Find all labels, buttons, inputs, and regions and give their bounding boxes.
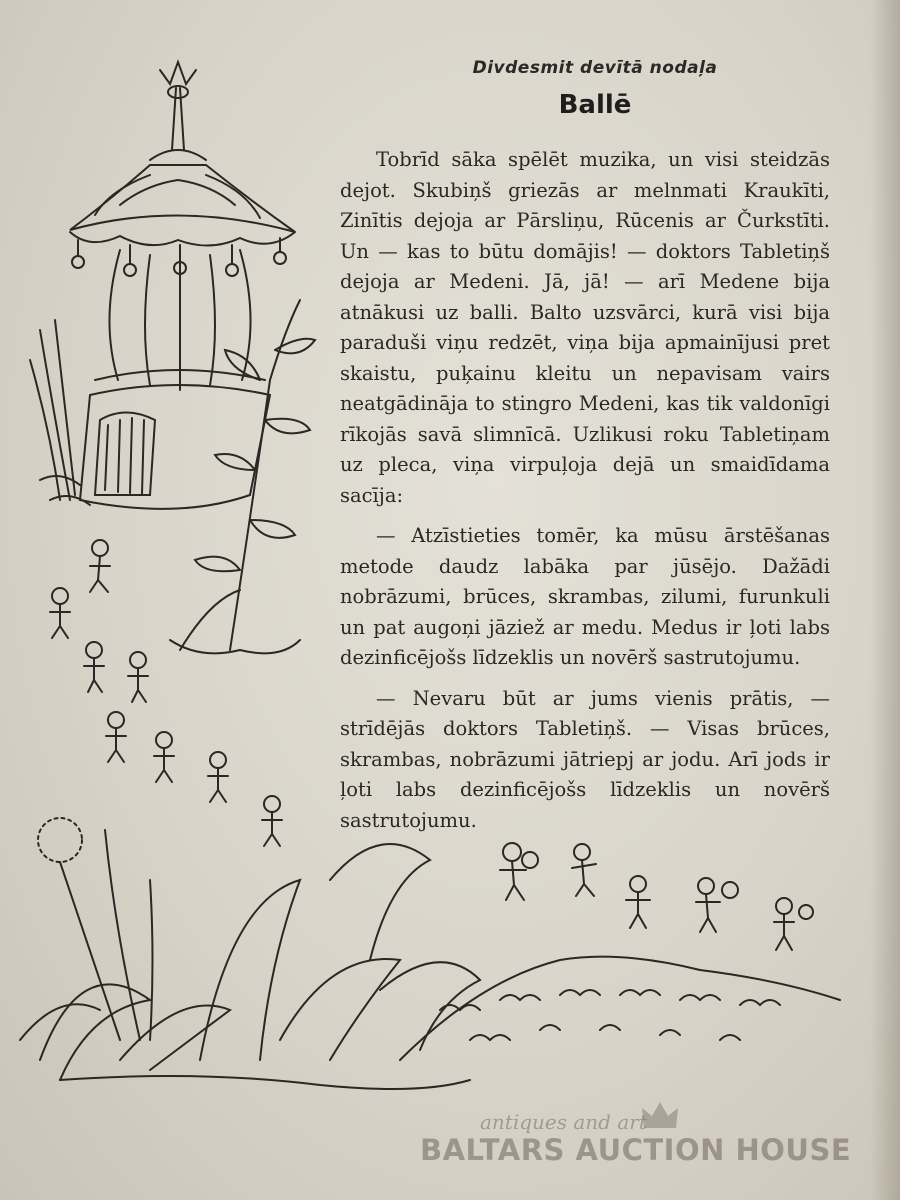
- paragraph: — Nevaru būt ar jums vienis prātis, — strīdējās doktors Tabletiņš. — Visas brūces, skrambas, nobrāzumi jātriepj ar jodu. Arī jods ir ļoti labs dezinficējošs līdzeklis un novērš sastrutojumu.: [340, 686, 830, 832]
- dancing-figures-left: [50, 540, 282, 846]
- watermark-brand: BALTARS AUCTION HOUSE: [420, 1133, 852, 1167]
- dancing-figures-right: [500, 843, 813, 950]
- foliage-drawing: [20, 818, 840, 1089]
- body-text: [340, 145, 830, 846]
- chapter-title: Ballē: [558, 90, 632, 120]
- paragraph: — Atzīstieties tomēr, ka mūsu ārstēšanas metode daudz labāka par jūsējo. Dažādi nobrāzumi, brūces, skrambas, zilumi, furunkuli un pat augoņi jāziež ar medu. Medus ir ļoti labs dezinficējošs līdzeklis un novērš sastrutojumu.: [340, 524, 830, 669]
- vine-drawing: [170, 300, 315, 653]
- watermark-subtitle: antiques and art: [480, 1110, 647, 1134]
- grass-drawing: [30, 320, 90, 505]
- paragraph: Tobrīd sāka spēlēt muzika, un visi steidzās dejot. Skubiņš griezās ar melnmati Kraukīti, Zinītis dejoja ar Pārsliņu, Rūcenis ar Čurkstīti. Un — kas to būtu domājis! — doktors Tabletiņš dejoja ar Medeni. Jā, jā! — arī Medene bija atnākusi uz balli. Balto uzsvārci, kurā visi bija paraduši viņu redzēt, viņa bija apmainījusi pret skaistu, puķainu kleitu un nepavisam vairs neatgādināja to stingro Medeni, kas tik valdonīgi rīkojās savā slimnīcā. Uzlikusi roku Tabletiņam uz pleca, viņa virpuļoja dejā un smaidīdama sacīja:: [340, 148, 830, 507]
- chapter-label: Divdesmit devītā nodaļa: [472, 58, 718, 78]
